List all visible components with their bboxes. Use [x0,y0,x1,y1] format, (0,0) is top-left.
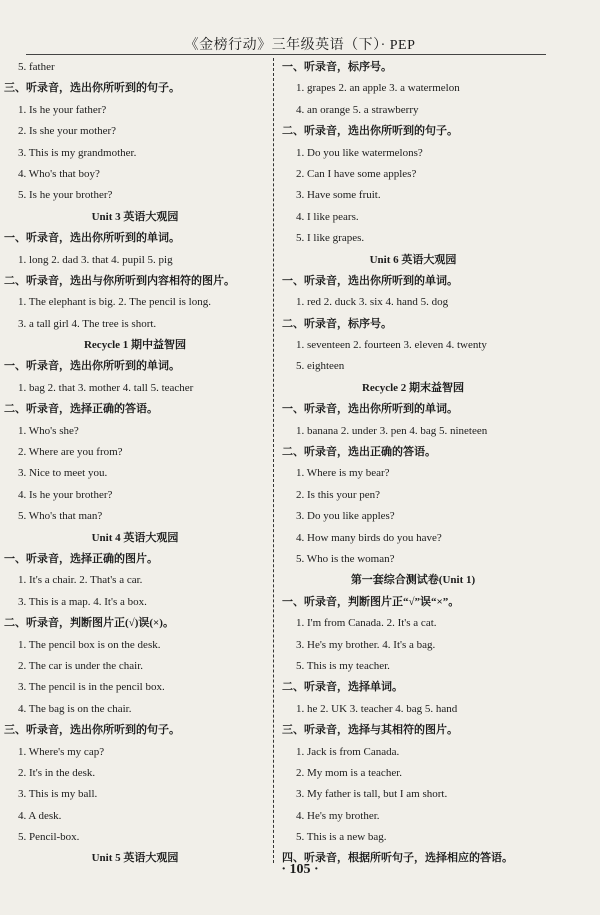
answer-line: 1. Do you like watermelons? [296,146,423,159]
answer-line: 3. My father is tall, but I am short. [296,788,448,801]
answer-line: 4. The bag is on the chair. [18,702,132,715]
left-column [4,57,266,870]
question-heading: 一、听录音，判断图片正“√”误“×”。 [282,595,460,608]
section-title: Unit 6 英语大观园 [369,253,457,266]
question-heading: 三、听录音，选出你所听到的句子。 [4,82,180,95]
answer-line: 4. Who's that boy? [18,167,100,180]
answer-line: 1. Where's my cap? [18,745,105,758]
answer-line: 1. Who's she? [18,424,79,437]
header-rule [26,54,546,55]
question-heading: 二、听录音，选择单词。 [282,681,403,694]
answer-line: 5. This is my teacher. [296,659,390,672]
section-title: 第一套综合测试卷(Unit 1) [350,574,476,587]
answer-line: 1. It's a chair. 2. That's a car. [18,574,143,587]
page-header: 《金榜行动》三年级英语（下）· PEP [184,38,416,53]
answer-line: 5. This is a new bag. [296,831,387,844]
answer-line: 1. long 2. dad 3. that 4. pupil 5. pig [18,253,173,266]
answer-line: 4. He's my brother. [296,809,380,822]
answer-line: 3. The pencil is in the pencil box. [18,681,165,694]
section-title: Unit 3 英语大观园 [91,210,179,223]
question-heading: 二、听录音，选出你所听到的句子。 [282,125,458,138]
answer-line: 3. He's my brother. 4. It's a bag. [296,638,436,651]
question-heading: 四、听录音，根据所听句子，选择相应的答语。 [282,852,513,865]
answer-line: 3. This is my grandmother. [18,146,137,159]
answer-line: 4. I like pears. [296,210,359,223]
answer-line: 1. I'm from Canada. 2. It's a cat. [296,617,437,630]
question-heading: 二、听录音，选出与你所听到内容相符的图片。 [4,274,235,287]
answer-line: 2. Is she your mother? [18,125,117,138]
answer-line: 4. A desk. [18,809,62,822]
answer-line: 5. I like grapes. [296,232,365,245]
answer-line: 5. father [18,61,55,73]
answer-line: 1. grapes 2. an apple 3. a watermelon [296,82,460,95]
answer-line: 1. bag 2. that 3. mother 4. tall 5. teacher [18,381,194,394]
answer-line: 2. My mom is a teacher. [296,766,403,779]
answer-line: 2. It's in the desk. [18,766,96,779]
answer-line: 2. Is this your pen? [296,488,381,501]
question-heading: 二、听录音，标序号。 [282,317,392,330]
answer-line: 4. an orange 5. a strawberry [296,103,419,116]
answer-line: 1. Jack is from Canada. [296,745,400,758]
answer-line: 1. seventeen 2. fourteen 3. eleven 4. twenty [296,339,487,352]
column-divider [273,58,274,863]
right-column [282,57,544,870]
answer-line: 2. The car is under the chair. [18,659,144,672]
answer-line: 5. Who is the woman? [296,552,395,565]
question-heading: 二、听录音，选出正确的答语。 [282,446,436,459]
answer-line: 1. The pencil box is on the desk. [18,638,161,651]
section-title: Recycle 1 期中益智园 [83,339,187,352]
question-heading: 一、听录音，标序号。 [282,61,392,73]
answer-line: 1. banana 2. under 3. pen 4. bag 5. nineteen [296,424,488,437]
answer-line: 4. Is he your brother? [18,488,113,501]
answer-line: 2. Can I have some apples? [296,167,417,180]
section-title: Unit 4 英语大观园 [91,531,179,544]
question-heading: 一、听录音，选出你所听到的单词。 [282,274,458,287]
answer-line: 1. Where is my bear? [296,467,390,480]
answer-line: 1. Is he your father? [18,103,107,116]
question-heading: 一、听录音，选出你所听到的单词。 [4,232,180,245]
answer-line: 3. This is a map. 4. It's a box. [18,595,147,608]
answer-line: 5. eighteen [296,360,345,373]
answer-line: 1. The elephant is big. 2. The pencil is long. [18,296,211,309]
question-heading: 一、听录音，选择正确的图片。 [4,552,158,565]
section-title: Unit 5 英语大观园 [91,852,179,865]
answer-line: 3. Have some fruit. [296,189,381,202]
answer-line: 3. This is my ball. [18,788,98,801]
answer-line: 3. Do you like apples? [296,510,395,523]
answer-line: 5. Pencil-box. [18,831,80,844]
answer-line: 5. Is he your brother? [18,189,113,202]
answer-line: 1. red 2. duck 3. six 4. hand 5. dog [296,296,449,309]
answer-line: 5. Who's that man? [18,510,103,523]
question-heading: 二、听录音，选择正确的答语。 [4,403,158,416]
answer-line: 4. How many birds do you have? [296,531,442,544]
question-heading: 一、听录音，选出你所听到的单词。 [282,403,458,416]
answer-line: 3. Nice to meet you. [18,467,108,480]
question-heading: 三、听录音，选择与其相符的图片。 [282,724,458,737]
question-heading: 三、听录音，选出你所听到的句子。 [4,724,180,737]
question-heading: 一、听录音，选出你所听到的单词。 [4,360,180,373]
answer-line: 3. a tall girl 4. The tree is short. [18,317,157,330]
answer-line: 1. he 2. UK 3. teacher 4. bag 5. hand [296,702,458,715]
page-number: · 105 · [281,862,319,877]
question-heading: 二、听录音，判断图片正(√)误(×)。 [4,617,174,630]
section-title: Recycle 2 期末益智园 [361,381,465,394]
answer-line: 2. Where are you from? [18,446,123,459]
